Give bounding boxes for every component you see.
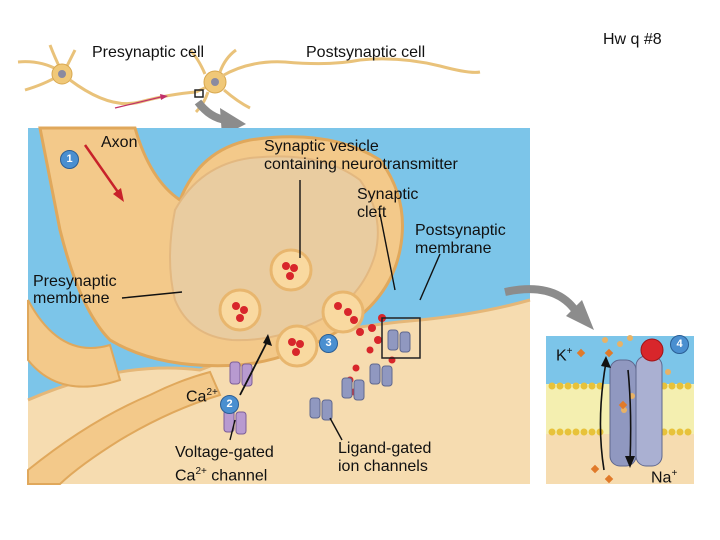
step-badge-2: 2 bbox=[220, 395, 239, 414]
ligand-molecule bbox=[641, 339, 663, 361]
axon-label: Axon bbox=[101, 134, 138, 151]
voltage-gated-label-line2: $Ca^{2+}$ channel bbox=[175, 466, 268, 485]
homework-label: Hw q #8 bbox=[603, 31, 662, 48]
postsynaptic-membrane-label-line1: Postsynaptic bbox=[415, 222, 506, 239]
calcium-ion-label: $Ca^{2+}$ bbox=[186, 387, 218, 406]
presynaptic-membrane-label-line2: membrane bbox=[33, 290, 110, 307]
presynaptic-membrane-label-line1: Presynaptic bbox=[33, 273, 117, 290]
presynaptic-cell-label: Presynaptic cell bbox=[92, 44, 205, 61]
ligand-gated-label-line1: Ligand-gated bbox=[338, 440, 432, 457]
synaptic-cleft-label-line2: cleft bbox=[357, 204, 387, 221]
potassium-ion-label: K+ bbox=[556, 346, 573, 365]
sodium-ion-label: Na+ bbox=[651, 468, 678, 487]
step-badge-3: 3 bbox=[319, 334, 338, 353]
step-badge-4: 4 bbox=[670, 335, 689, 354]
voltage-gated-label-line1: Voltage-gated bbox=[175, 444, 274, 461]
ligand-gated-label-line2: ion channels bbox=[338, 458, 428, 475]
step-badge-1: 1 bbox=[60, 150, 79, 169]
postsynaptic-membrane-label-line2: membrane bbox=[415, 240, 492, 257]
postsynaptic-cell-label: Postsynaptic cell bbox=[306, 44, 426, 61]
synaptic-vesicle-label-line1: Synaptic vesicle bbox=[264, 138, 379, 155]
synaptic-cleft-label-line1: Synaptic bbox=[357, 186, 419, 203]
synaptic-vesicle-label-line2: containing neurotransmitter bbox=[264, 156, 458, 173]
